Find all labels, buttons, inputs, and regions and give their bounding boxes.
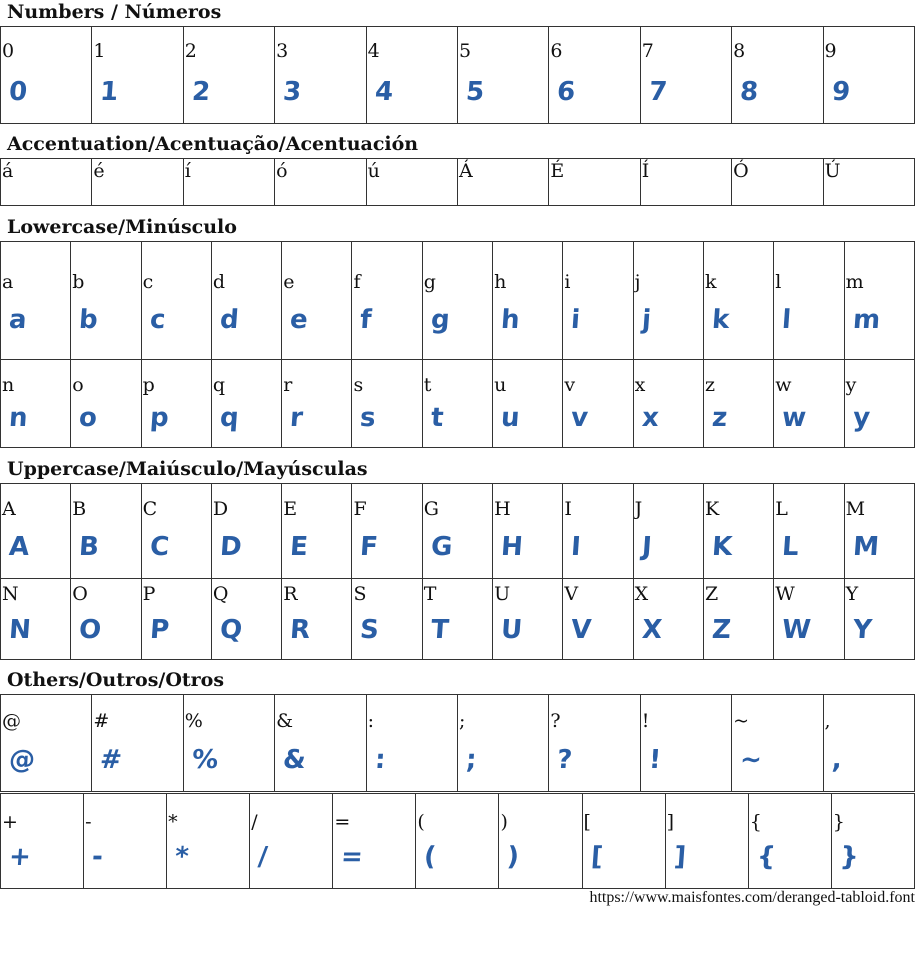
glyph-cell: [250, 794, 333, 889]
glyph-sample: l: [781, 305, 793, 335]
char-label: k: [704, 271, 717, 293]
glyph-cell: [1, 794, 84, 889]
glyph-sample: T: [429, 615, 450, 645]
glyph-sample: K: [710, 532, 734, 562]
char-label: 7: [641, 40, 654, 62]
glyph-sample: R: [289, 615, 312, 645]
others-table-1: [0, 694, 915, 792]
char-label: T: [423, 583, 437, 605]
glyph-sample: v: [570, 403, 590, 433]
glyph-sample: c: [148, 305, 167, 335]
char-label: L: [775, 498, 788, 520]
glyph-sample: p: [148, 403, 170, 433]
glyph-cell: [1, 360, 71, 448]
glyph-sample: g: [429, 305, 451, 335]
glyph-cell: [703, 242, 773, 360]
glyph-cell: [141, 484, 211, 579]
char-label: o: [72, 374, 84, 396]
glyph-cell: [352, 242, 422, 360]
glyph-cell: [831, 794, 914, 889]
char-label: K: [704, 498, 720, 520]
glyph-sample: d: [218, 305, 240, 335]
glyph-cell: [844, 242, 914, 360]
glyph-cell: [1, 484, 71, 579]
char-label: v: [564, 374, 576, 396]
glyph-sample: z: [710, 403, 729, 433]
glyph-cell: [844, 579, 914, 660]
glyph-cell: [633, 242, 703, 360]
char-label: b: [72, 271, 85, 293]
glyph-cell: [774, 360, 844, 448]
glyph-cell: [774, 242, 844, 360]
char-label: }: [832, 811, 845, 833]
char-label: X: [634, 583, 649, 605]
others-table-2: [0, 793, 915, 889]
glyph-sample: s: [359, 403, 378, 433]
glyph-cell: [563, 579, 633, 660]
char-label: j: [634, 271, 641, 293]
glyph-sample: y: [851, 403, 871, 433]
glyph-cell: [366, 27, 457, 124]
glyph-sample: A: [7, 532, 31, 562]
glyph-cell: [1, 27, 92, 124]
char-label: #: [93, 710, 110, 732]
char-label: m: [845, 271, 864, 293]
char-label: l: [775, 271, 782, 293]
glyph-cell: [549, 27, 640, 124]
glyph-sample: 0: [7, 77, 29, 107]
glyph-sample: 3: [282, 77, 303, 107]
glyph-cell: [1, 242, 71, 360]
char-label: c: [142, 271, 154, 293]
accents-heading: Accentuation/Acentuação/Acentuación: [7, 133, 419, 155]
glyph-cell: [633, 579, 703, 660]
char-label: F: [353, 498, 367, 520]
char-label: 5: [458, 40, 472, 62]
glyph-sample: G: [429, 532, 454, 562]
char-label: 4: [367, 40, 380, 62]
glyph-cell: [563, 242, 633, 360]
glyph-cell: [457, 27, 548, 124]
char-label: 6: [550, 40, 563, 62]
char-label: 8: [733, 40, 746, 62]
glyph-cell: [549, 159, 640, 206]
glyph-cell: [549, 695, 640, 792]
glyph-cell: [774, 484, 844, 579]
uppercase-heading: Uppercase/Maiúsculo/Mayúsculas: [7, 458, 368, 480]
char-label: é: [93, 160, 105, 182]
glyph-cell: [582, 794, 665, 889]
glyph-sample: {: [755, 842, 777, 872]
glyph-cell: [844, 484, 914, 579]
glyph-sample: Q: [218, 615, 244, 645]
char-label: G: [423, 498, 439, 520]
glyph-sample: 2: [190, 77, 211, 107]
glyph-sample: N: [7, 615, 32, 645]
glyph-sample: ,: [830, 745, 843, 775]
glyph-cell: [416, 794, 499, 889]
glyph-sample: 1: [99, 77, 120, 107]
glyph-cell: [183, 159, 274, 206]
glyph-sample: r: [289, 403, 305, 433]
glyph-sample: q: [218, 403, 240, 433]
char-label: [: [583, 811, 591, 833]
glyph-cell: [1, 695, 92, 792]
glyph-sample: U: [500, 615, 524, 645]
glyph-cell: [282, 242, 352, 360]
char-label: p: [142, 374, 155, 396]
uppercase-table: [0, 483, 915, 660]
accents-table: [0, 158, 915, 206]
char-label: Q: [212, 583, 229, 605]
char-label: g: [423, 271, 436, 293]
glyph-sample: M: [851, 532, 880, 562]
char-label: 1: [93, 40, 106, 62]
glyph-cell: [422, 242, 492, 360]
glyph-sample: a: [7, 305, 28, 335]
glyph-sample: [: [589, 842, 604, 872]
glyph-sample: V: [570, 615, 593, 645]
char-label: a: [2, 271, 14, 293]
char-label: t: [423, 374, 432, 396]
glyph-sample: 7: [647, 77, 668, 107]
glyph-sample: j: [640, 305, 652, 335]
char-label: A: [2, 498, 16, 520]
numbers-heading: Numbers / Números: [7, 1, 222, 23]
glyph-sample: b: [78, 305, 99, 335]
glyph-sample: *: [174, 842, 190, 872]
glyph-sample: f: [359, 305, 373, 335]
glyph-cell: [352, 484, 422, 579]
char-label: h: [494, 271, 507, 293]
glyph-cell: [333, 794, 416, 889]
char-label: V: [564, 583, 579, 605]
char-label: 0: [2, 40, 15, 62]
glyph-sample: #: [99, 745, 124, 775]
glyph-cell: [422, 484, 492, 579]
char-label: M: [845, 498, 866, 520]
char-label: :: [367, 710, 374, 732]
char-label: Z: [704, 583, 719, 605]
glyph-cell: [640, 695, 731, 792]
char-label: Á: [458, 160, 473, 182]
glyph-cell: [1, 159, 92, 206]
char-label: 9: [824, 40, 837, 62]
char-label: !: [641, 710, 650, 732]
glyph-sample: X: [640, 615, 663, 645]
numbers-table: [0, 26, 915, 124]
glyph-sample: H: [500, 532, 524, 562]
char-label: r: [283, 374, 293, 396]
char-label: ?: [550, 710, 561, 732]
glyph-sample: J: [640, 532, 653, 562]
glyph-sample: @: [7, 745, 37, 775]
glyph-cell: [774, 579, 844, 660]
glyph-sample: n: [7, 403, 29, 433]
glyph-cell: [282, 579, 352, 660]
char-label: ): [500, 811, 508, 833]
char-label: N: [2, 583, 19, 605]
glyph-cell: [493, 579, 563, 660]
glyph-cell: [422, 579, 492, 660]
glyph-sample: k: [710, 305, 731, 335]
glyph-cell: [71, 360, 141, 448]
char-label: q: [212, 374, 226, 396]
glyph-cell: [275, 695, 366, 792]
glyph-sample: :: [373, 745, 387, 775]
char-label: %: [184, 710, 203, 732]
glyph-sample: %: [190, 745, 219, 775]
glyph-cell: [183, 695, 274, 792]
glyph-sample: W: [781, 615, 813, 645]
char-label: x: [634, 374, 646, 396]
glyph-cell: [732, 27, 823, 124]
char-label: S: [353, 583, 367, 605]
char-label: f: [353, 271, 361, 293]
glyph-cell: [493, 242, 563, 360]
lowercase-heading: Lowercase/Minúsculo: [7, 216, 237, 238]
glyph-sample: +: [7, 842, 32, 872]
glyph-sample: e: [289, 305, 309, 335]
glyph-sample: m: [851, 305, 881, 335]
glyph-sample: D: [218, 532, 243, 562]
glyph-cell: [366, 695, 457, 792]
glyph-cell: [703, 484, 773, 579]
glyph-sample: &: [282, 745, 307, 775]
glyph-cell: [457, 159, 548, 206]
glyph-cell: [640, 159, 731, 206]
glyph-cell: [633, 484, 703, 579]
char-label: {: [749, 811, 762, 833]
glyph-cell: [844, 360, 914, 448]
glyph-sample: Y: [851, 615, 873, 645]
glyph-sample: 9: [830, 77, 851, 107]
char-label: á: [2, 160, 14, 182]
glyph-sample: ?: [556, 745, 574, 775]
glyph-cell: [665, 794, 748, 889]
char-label: P: [142, 583, 156, 605]
glyph-sample: S: [359, 615, 381, 645]
glyph-cell: [84, 794, 167, 889]
char-label: n: [2, 374, 15, 396]
glyph-sample: -: [91, 842, 104, 872]
glyph-cell: [183, 27, 274, 124]
char-label: z: [704, 374, 715, 396]
char-label: =: [334, 811, 351, 833]
char-label: ó: [276, 160, 288, 182]
char-label: H: [494, 498, 511, 520]
glyph-sample: h: [500, 305, 521, 335]
glyph-cell: [1, 579, 71, 660]
char-label: U: [494, 583, 511, 605]
glyph-sample: o: [78, 403, 99, 433]
glyph-cell: [352, 579, 422, 660]
char-label: J: [634, 498, 643, 520]
char-label: ]: [666, 811, 675, 833]
glyph-sample: i: [570, 305, 582, 335]
char-label: (: [417, 811, 425, 833]
char-label: I: [564, 498, 572, 520]
glyph-sample: Z: [710, 615, 732, 645]
glyph-cell: [211, 579, 281, 660]
glyph-cell: [211, 242, 281, 360]
glyph-sample: F: [359, 532, 380, 562]
char-label: 2: [184, 40, 197, 62]
char-label: Ú: [824, 160, 841, 182]
glyph-cell: [275, 27, 366, 124]
char-label: *: [168, 811, 178, 833]
glyph-sample: 4: [373, 77, 394, 107]
char-label: ~: [733, 710, 750, 732]
glyph-cell: [211, 360, 281, 448]
glyph-sample: 8: [739, 77, 760, 107]
glyph-cell: [633, 360, 703, 448]
char-label: +: [2, 811, 18, 833]
source-url[interactable]: https://www.maisfontes.com/deranged-tabloid.font: [589, 889, 915, 906]
char-label: Ó: [733, 160, 749, 182]
glyph-sample: O: [78, 615, 103, 645]
glyph-sample: =: [340, 842, 365, 872]
glyph-sample: ;: [464, 745, 478, 775]
glyph-sample: }: [838, 842, 860, 872]
glyph-sample: L: [781, 532, 800, 562]
lowercase-table: [0, 241, 915, 448]
char-label: s: [353, 374, 364, 396]
glyph-cell: [703, 579, 773, 660]
glyph-sample: 5: [464, 77, 486, 107]
others-heading: Others/Outros/Otros: [7, 669, 225, 691]
char-label: ,: [824, 710, 831, 732]
glyph-cell: [457, 695, 548, 792]
glyph-cell: [563, 360, 633, 448]
char-label: &: [276, 710, 294, 732]
char-label: y: [845, 374, 857, 396]
glyph-cell: [92, 159, 183, 206]
glyph-cell: [211, 484, 281, 579]
glyph-cell: [282, 360, 352, 448]
char-label: ú: [367, 160, 380, 182]
glyph-cell: [71, 242, 141, 360]
char-label: /: [251, 811, 258, 833]
char-label: @: [2, 710, 21, 732]
glyph-sample: B: [78, 532, 101, 562]
char-label: W: [775, 583, 795, 605]
glyph-cell: [493, 360, 563, 448]
glyph-sample: u: [500, 403, 521, 433]
glyph-cell: [732, 695, 823, 792]
glyph-cell: [748, 794, 831, 889]
char-label: e: [283, 271, 295, 293]
char-label: Í: [641, 160, 650, 182]
glyph-sample: /: [257, 842, 269, 872]
char-label: Y: [845, 583, 859, 605]
glyph-sample: 6: [556, 77, 577, 107]
glyph-sample: (: [423, 842, 438, 872]
glyph-cell: [92, 695, 183, 792]
glyph-cell: [71, 579, 141, 660]
glyph-cell: [823, 695, 914, 792]
glyph-sample: ]: [672, 842, 687, 872]
glyph-sample: ): [506, 842, 521, 872]
char-label: É: [550, 160, 565, 182]
glyph-sample: I: [570, 532, 583, 562]
char-label: -: [85, 811, 92, 833]
glyph-sample: E: [289, 532, 310, 562]
glyph-cell: [823, 27, 914, 124]
glyph-cell: [275, 159, 366, 206]
glyph-cell: [141, 579, 211, 660]
glyph-cell: [141, 360, 211, 448]
glyph-cell: [92, 27, 183, 124]
glyph-sample: C: [148, 532, 170, 562]
char-label: w: [775, 374, 792, 396]
glyph-cell: [640, 27, 731, 124]
glyph-sample: x: [640, 403, 660, 433]
glyph-cell: [352, 360, 422, 448]
char-label: í: [184, 160, 191, 182]
glyph-sample: w: [781, 403, 808, 433]
glyph-cell: [732, 159, 823, 206]
glyph-cell: [282, 484, 352, 579]
glyph-cell: [422, 360, 492, 448]
glyph-cell: [167, 794, 250, 889]
char-label: 3: [276, 40, 289, 62]
glyph-sample: ~: [739, 745, 763, 775]
char-label: E: [283, 498, 298, 520]
glyph-cell: [71, 484, 141, 579]
char-label: C: [142, 498, 158, 520]
char-label: i: [564, 271, 571, 293]
glyph-cell: [366, 159, 457, 206]
char-label: ;: [458, 710, 466, 732]
char-label: D: [212, 498, 229, 520]
glyph-cell: [563, 484, 633, 579]
char-label: u: [494, 374, 507, 396]
glyph-sample: P: [148, 615, 170, 645]
char-label: B: [72, 498, 87, 520]
glyph-sample: t: [429, 403, 445, 433]
glyph-cell: [141, 242, 211, 360]
char-label: R: [283, 583, 298, 605]
glyph-cell: [499, 794, 582, 889]
char-label: O: [72, 583, 88, 605]
glyph-cell: [703, 360, 773, 448]
char-label: d: [212, 271, 226, 293]
glyph-cell: [493, 484, 563, 579]
glyph-cell: [823, 159, 914, 206]
glyph-sample: !: [647, 745, 662, 775]
